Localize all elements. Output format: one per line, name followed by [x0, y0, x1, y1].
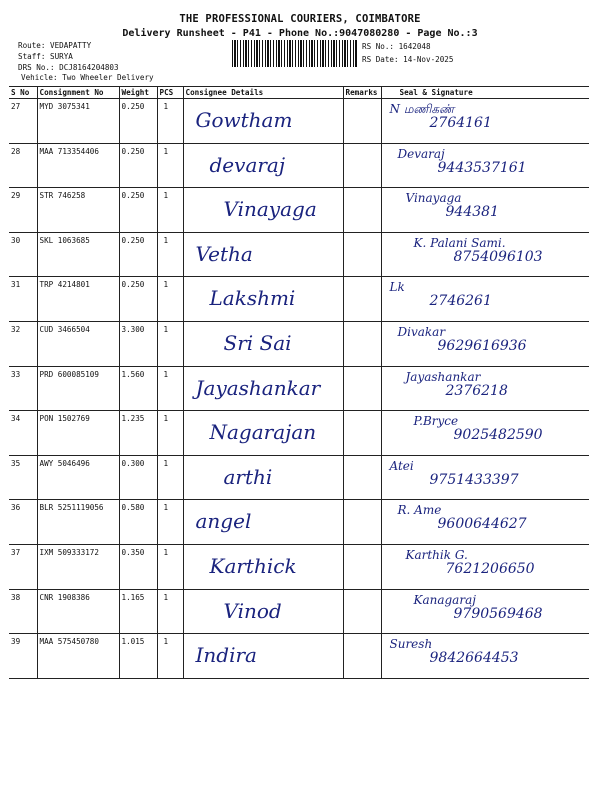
- seal-signature-cell: [381, 366, 589, 411]
- consignee-cell: [183, 188, 343, 233]
- remarks-cell: [343, 500, 381, 545]
- table-row: [9, 366, 589, 411]
- rs-number: RS No.: 1642048: [362, 42, 431, 51]
- signature-name: N மணிகண்: [389, 102, 455, 116]
- weight-cell: 0.250: [119, 277, 157, 322]
- drs-number: DRS No.: DCJ8164204803: [18, 63, 119, 72]
- signature-phone: 9629616936: [437, 337, 527, 354]
- consignment-cell: TRP 4214801: [37, 277, 119, 322]
- remarks-cell: [343, 99, 381, 144]
- signature-handwriting: [390, 102, 492, 130]
- sno-cell: 28: [9, 143, 37, 188]
- weight-cell: 0.250: [119, 99, 157, 144]
- consignment-cell: IXM 509333172: [37, 544, 119, 589]
- signature-handwriting: [398, 325, 527, 353]
- consignee-cell: [183, 277, 343, 322]
- consignment-cell: BLR 5251119056: [37, 500, 119, 545]
- consignment-cell: MAA 713354406: [37, 143, 119, 188]
- table-row: [9, 411, 589, 456]
- table-row: [9, 589, 589, 634]
- col-header-consignment: Consignment No: [37, 87, 119, 99]
- remarks-cell: [343, 589, 381, 634]
- sno-cell: 35: [9, 455, 37, 500]
- remarks-cell: [343, 455, 381, 500]
- table-row: [9, 500, 589, 545]
- consignee-cell: [183, 99, 343, 144]
- pcs-cell: 1: [157, 589, 183, 634]
- table-row: [9, 143, 589, 188]
- table-row: [9, 277, 589, 322]
- consignee-handwriting: arthi: [223, 464, 273, 489]
- consignee-cell: [183, 634, 343, 679]
- consignee-handwriting: Lakshmi: [209, 286, 296, 311]
- consignee-cell: [183, 455, 343, 500]
- sno-cell: 37: [9, 544, 37, 589]
- signature-handwriting: [406, 548, 535, 576]
- consignee-handwriting: Karthick: [209, 553, 297, 578]
- runsheet-table: [9, 86, 589, 679]
- signature-name: Devaraj: [397, 146, 445, 161]
- signature-name: K. Palani Sami.: [413, 235, 506, 250]
- sno-cell: 39: [9, 634, 37, 679]
- sno-cell: 38: [9, 589, 37, 634]
- runsheet-subtitle: Delivery Runsheet - P41 - Phone No.:9047080280 - Page No.:3: [122, 28, 478, 39]
- signature-phone: 9842664453: [429, 650, 519, 667]
- signature-phone: 9751433397: [429, 471, 519, 488]
- seal-signature-cell: [381, 634, 589, 679]
- consignment-cell: MYD 3075341: [37, 99, 119, 144]
- signature-phone: 2376218: [445, 382, 508, 399]
- seal-signature-cell: [381, 232, 589, 277]
- seal-signature-cell: [381, 277, 589, 322]
- consignee-handwriting: angel: [195, 509, 252, 534]
- pcs-cell: 1: [157, 500, 183, 545]
- signature-handwriting: [414, 593, 543, 621]
- sno-cell: 31: [9, 277, 37, 322]
- consignee-cell: [183, 544, 343, 589]
- barcode-image: [232, 40, 358, 67]
- seal-signature-cell: [381, 544, 589, 589]
- signature-name: Divakar: [397, 324, 446, 339]
- weight-cell: 0.250: [119, 143, 157, 188]
- col-header-consignee: Consignee Details: [183, 87, 343, 99]
- consignee-handwriting: devaraj: [209, 152, 286, 177]
- signature-name: Suresh: [389, 637, 433, 652]
- consignee-handwriting: Vinod: [223, 598, 282, 623]
- signature-phone: 2764161: [429, 115, 492, 131]
- weight-cell: 1.560: [119, 366, 157, 411]
- signature-phone: 9600644627: [437, 516, 527, 533]
- consignee-cell: [183, 232, 343, 277]
- signature-handwriting: [406, 370, 508, 398]
- signature-name: Vinayaga: [405, 191, 462, 206]
- signature-handwriting: [414, 414, 543, 442]
- weight-cell: 1.235: [119, 411, 157, 456]
- weight-cell: 3.300: [119, 321, 157, 366]
- consignment-cell: CUD 3466504: [37, 321, 119, 366]
- weight-cell: 0.250: [119, 188, 157, 233]
- sno-cell: 33: [9, 366, 37, 411]
- pcs-cell: 1: [157, 143, 183, 188]
- consignee-handwriting: Vetha: [195, 241, 253, 266]
- weight-cell: 1.165: [119, 589, 157, 634]
- signature-name: Kanagaraj: [413, 592, 476, 607]
- sno-cell: 29: [9, 188, 37, 233]
- col-header-remarks: Remarks: [343, 87, 381, 99]
- consignment-cell: PON 1502769: [37, 411, 119, 456]
- consignee-handwriting: Indira: [195, 643, 257, 668]
- consignment-cell: CNR 1908386: [37, 589, 119, 634]
- consignment-cell: SKL 1063685: [37, 232, 119, 277]
- sno-cell: 32: [9, 321, 37, 366]
- runsheet-title: THE PROFESSIONAL COURIERS, COIMBATORE: [179, 13, 421, 25]
- signature-handwriting: [406, 191, 499, 219]
- pcs-cell: 1: [157, 321, 183, 366]
- table-row: [9, 321, 589, 366]
- sno-cell: 36: [9, 500, 37, 545]
- weight-cell: 1.015: [119, 634, 157, 679]
- signature-phone: 9790569468: [453, 605, 543, 622]
- signature-name: P.Bryce: [413, 414, 459, 429]
- weight-cell: 0.250: [119, 232, 157, 277]
- consignee-cell: [183, 366, 343, 411]
- signature-handwriting: [414, 236, 543, 264]
- seal-signature-cell: [381, 143, 589, 188]
- rs-date: RS Date: 14-Nov-2025: [362, 55, 454, 64]
- consignee-cell: [183, 411, 343, 456]
- weight-cell: 0.300: [119, 455, 157, 500]
- table-row: [9, 99, 589, 144]
- signature-name: R. Ame: [397, 503, 442, 518]
- consignee-handwriting: Sri Sai: [223, 330, 292, 355]
- seal-signature-cell: [381, 411, 589, 456]
- consignee-handwriting: Gowtham: [195, 108, 293, 132]
- remarks-cell: [343, 143, 381, 188]
- col-header-pcs: PCS: [157, 87, 183, 99]
- signature-phone: 944381: [445, 204, 499, 221]
- remarks-cell: [343, 321, 381, 366]
- pcs-cell: 1: [157, 99, 183, 144]
- col-header-sno: S No: [9, 87, 37, 99]
- table-row: [9, 634, 589, 679]
- signature-handwriting: [390, 637, 519, 665]
- consignee-cell: [183, 589, 343, 634]
- consignee-handwriting: Vinayaga: [223, 197, 317, 222]
- remarks-cell: [343, 232, 381, 277]
- consignee-handwriting: Jayashankar: [195, 375, 321, 400]
- table-row: [9, 455, 589, 500]
- signature-name: Jayashankar: [405, 369, 481, 384]
- signature-phone: 8754096103: [453, 248, 543, 265]
- consignee-cell: [183, 321, 343, 366]
- table-row: [9, 232, 589, 277]
- remarks-cell: [343, 188, 381, 233]
- table-header-row: [9, 87, 589, 99]
- signature-handwriting: [398, 147, 527, 175]
- pcs-cell: 1: [157, 544, 183, 589]
- sno-cell: 30: [9, 232, 37, 277]
- signature-handwriting: [390, 280, 492, 308]
- col-header-weight: Weight: [119, 87, 157, 99]
- signature-name: Lk: [389, 280, 405, 295]
- signature-phone: 2746261: [429, 293, 492, 310]
- remarks-cell: [343, 634, 381, 679]
- pcs-cell: 1: [157, 232, 183, 277]
- seal-signature-cell: [381, 500, 589, 545]
- signature-name: Atei: [389, 458, 414, 473]
- seal-signature-cell: [381, 321, 589, 366]
- sno-cell: 27: [9, 99, 37, 144]
- route-label: Route: VEDAPATTY: [18, 41, 92, 50]
- seal-signature-cell: [381, 589, 589, 634]
- table-row: [9, 188, 589, 233]
- signature-name: Karthik G.: [405, 547, 468, 562]
- pcs-cell: 1: [157, 634, 183, 679]
- staff-label: Staff: SURYA: [18, 52, 73, 61]
- signature-handwriting: [390, 459, 519, 487]
- remarks-cell: [343, 411, 381, 456]
- col-header-seal: Seal & Signature: [381, 87, 589, 99]
- remarks-cell: [343, 277, 381, 322]
- weight-cell: 0.350: [119, 544, 157, 589]
- vehicle-label: Vehicle: Two Wheeler Delivery: [21, 73, 154, 82]
- consignee-cell: [183, 500, 343, 545]
- signature-phone: 7621206650: [445, 560, 535, 577]
- pcs-cell: 1: [157, 366, 183, 411]
- consignment-cell: STR 746258: [37, 188, 119, 233]
- seal-signature-cell: [381, 455, 589, 500]
- seal-signature-cell: [381, 188, 589, 233]
- pcs-cell: 1: [157, 411, 183, 456]
- consignment-cell: MAA 575450780: [37, 634, 119, 679]
- consignment-cell: AWY 5046496: [37, 455, 119, 500]
- remarks-cell: [343, 544, 381, 589]
- seal-signature-cell: [381, 99, 589, 144]
- consignee-handwriting: Nagarajan: [209, 420, 317, 445]
- pcs-cell: 1: [157, 188, 183, 233]
- signature-phone: 9443537161: [437, 159, 527, 176]
- consignment-cell: PRD 600085109: [37, 366, 119, 411]
- consignee-cell: [183, 143, 343, 188]
- table-row: [9, 544, 589, 589]
- remarks-cell: [343, 366, 381, 411]
- pcs-cell: 1: [157, 455, 183, 500]
- signature-handwriting: [398, 503, 527, 531]
- signature-phone: 9025482590: [453, 427, 543, 444]
- pcs-cell: 1: [157, 277, 183, 322]
- sno-cell: 34: [9, 411, 37, 456]
- weight-cell: 0.580: [119, 500, 157, 545]
